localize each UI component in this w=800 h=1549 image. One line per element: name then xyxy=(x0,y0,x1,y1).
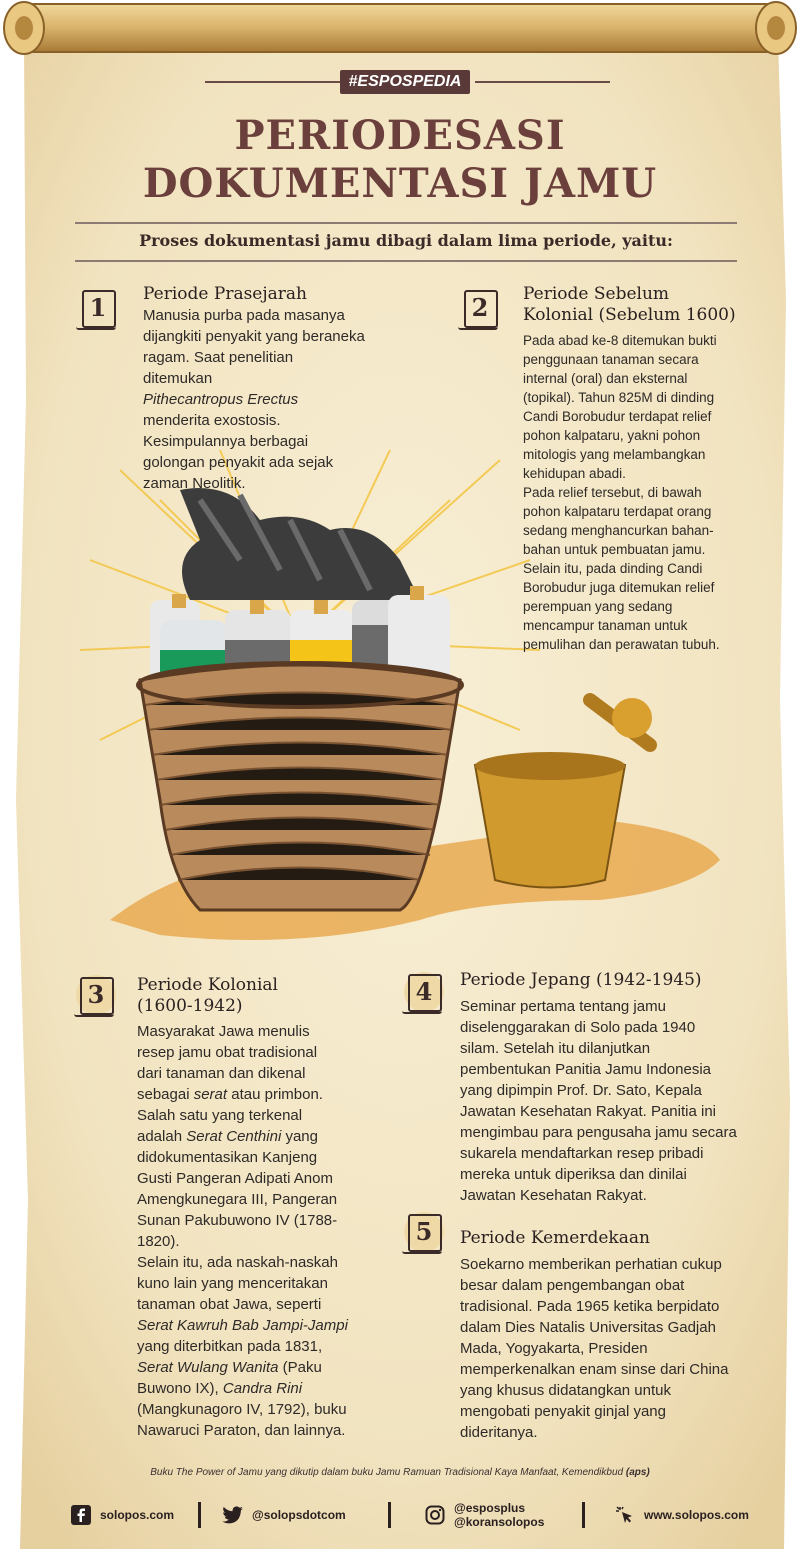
period-number-badge: 3 xyxy=(78,975,114,1015)
period-heading: Periode Jepang (1942-1945) xyxy=(460,970,702,990)
period-number-badge: 4 xyxy=(406,972,442,1012)
period-body: Seminar pertama tentang jamu diselenggarakan di Solo pada 1940 silam. Setelah itu dilanjutkan pembentukan Panitia Jamu Indonesia yang dipimpin Prof. Dr. Sato, Kepala Jawatan Kesehatan Rakyat. Panitia ini mengimbau para pengusaha jamu secara sukarela mendaftarkan resep pribadi mereka untuk diperiksa dan dinilai Jawatan Kesehatan Rakyat. xyxy=(460,998,737,1204)
facebook-icon xyxy=(70,1504,92,1526)
period-heading: Periode Kolonial (1600-1942) xyxy=(137,975,278,1016)
twitter-link[interactable]: @solopsdotcom xyxy=(222,1500,346,1530)
website-link[interactable]: www.solopos.com xyxy=(614,1500,749,1530)
period-body: Pada abad ke-8 ditemukan bukti penggunaan tanaman secara internal (oral) dan eksternal (topikal). Tahun 825M di dinding Candi Borobudur terdapat relief pohon kalpataru, yakni pohon mitologis yang melambangkan kehidupan abadi. Pada relief tersebut, di bawah pohon kalpataru terdapat orang sedang menghancurkan bahan- bahan untuk pembuatan jamu. Selain itu, pada dinding Candi Borobudur juga ditemukan relief perempuan yang sedang mencampur tanaman untuk pemulihan dan perawatan tubuh. xyxy=(523,333,720,652)
footer-divider xyxy=(388,1502,391,1528)
intro-rule-top xyxy=(75,222,737,224)
page-title-line2: DOKUMENTASI JAMU xyxy=(142,160,658,207)
instagram-link[interactable]: @esposplus @koransolopos xyxy=(424,1500,544,1530)
period-body: Soekarno memberikan perhatian cukup besar dalam pengembangan obat tradisional. Pada 1965 ketika berpidato dalam Dies Natalis Universitas Gadjah Mada, Yogyakarta, Presiden memperkenalkan enam sinse dari China yang khusus didatangkan untuk mengobati penyakit ginjal yang dideritanya. xyxy=(460,1256,729,1441)
header-rule-left xyxy=(205,81,340,83)
source-credit: Buku The Power of Jamu yang dikutip dalam buku Jamu Ramuan Tradisional Kaya Manfaat, Kemendikbud (aps) xyxy=(150,1467,650,1478)
period-number-badge: 2 xyxy=(462,288,498,328)
intro-text: Proses dokumentasi jamu dibagi dalam lima periode, yaitu: xyxy=(139,231,673,250)
period-heading: Periode Kemerdekaan xyxy=(460,1228,650,1248)
page-title-line1: PERIODESASI xyxy=(234,112,566,159)
cursor-click-icon xyxy=(614,1504,636,1526)
period-number-badge: 5 xyxy=(406,1212,442,1252)
twitter-icon xyxy=(222,1504,244,1526)
intro-rule-bottom xyxy=(75,260,737,262)
period-body: Manusia purba pada masanya dijangkiti penyakit yang beraneka ragam. Saat penelitian ditemukan Pithecantropus Erectus menderita exostosis. Kesimpulannya berbagai golongan penyakit ada sejak zaman Neolitik. xyxy=(143,307,365,492)
period-heading: Periode Sebelum Kolonial (Sebelum 1600) xyxy=(523,284,736,325)
period-body: Masyarakat Jawa menulis resep jamu obat tradisional dari tanaman dan dikenal sebagai serat atau primbon. Salah satu yang terkenal adalah Serat Centhini yang didokumentasikan Kanjeng Gusti Pangeran Adipati Anom Amengkunegara III, Pangeran Sunan Pakubuwono IV (1788- 1820). Selain itu, ada naskah-naskah kuno lain yang menceritakan tanaman obat Jawa, seperti Serat Kawruh Bab Jampi-Jampi yang diterbitkan pada 1831, Serat Wulang Wanita (Paku Buwono IX), Candra Rini (Mangkunagoro IV, 1792), buku Nawaruci Paraton, dan lainnya. xyxy=(137,1023,348,1439)
scroll-roll-icon xyxy=(4,2,796,54)
period-number-badge: 1 xyxy=(80,288,116,328)
instagram-icon xyxy=(424,1504,446,1526)
period-heading: Periode Prasejarah xyxy=(143,284,307,304)
tag-badge: #ESPOSPEDIA xyxy=(340,70,470,94)
footer-divider xyxy=(198,1502,201,1528)
social-footer xyxy=(0,1500,800,1540)
header-rule-right xyxy=(475,81,610,83)
footer-divider xyxy=(582,1502,585,1528)
facebook-link[interactable]: solopos.com xyxy=(70,1500,174,1530)
